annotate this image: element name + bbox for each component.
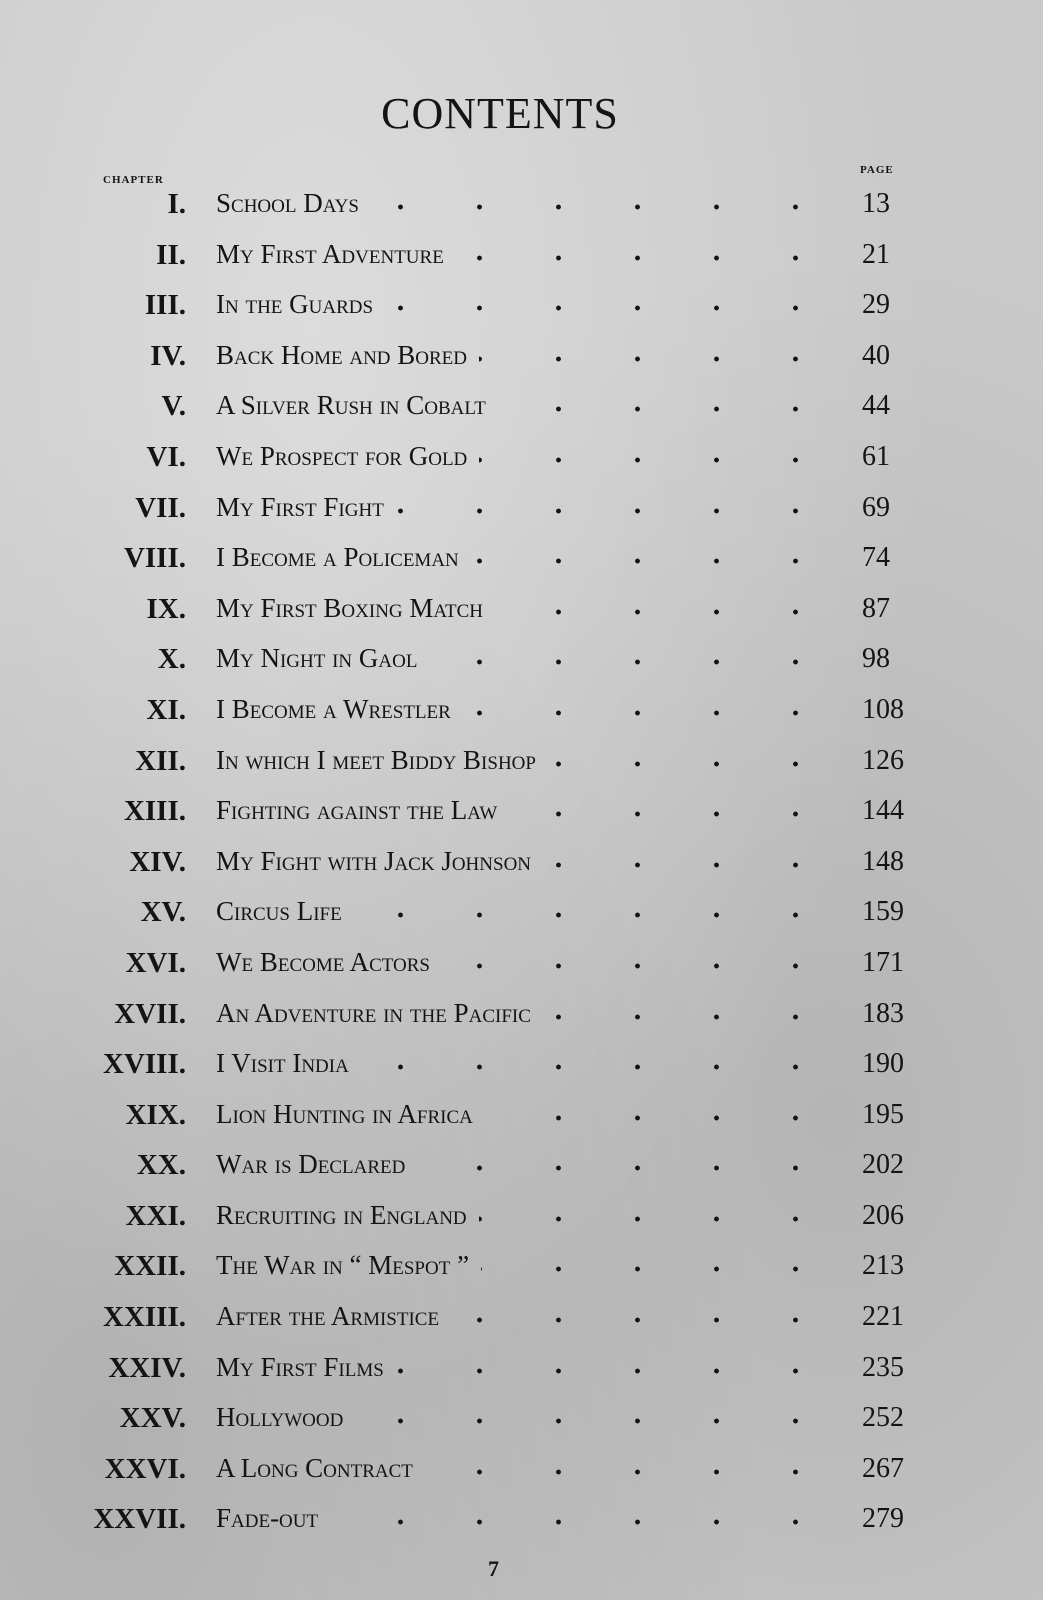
chapter-title: My First Adventure xyxy=(216,238,444,269)
chapter-page-number: 206 xyxy=(862,1199,904,1231)
chapter-page-number: 171 xyxy=(862,946,904,978)
dot-leader xyxy=(479,457,835,463)
chapter-title: I Become a Wrestler xyxy=(216,693,451,724)
chapter-number: XIV. xyxy=(129,845,186,878)
chapter-title: The War in “ Mespot ” xyxy=(216,1250,470,1281)
chapter-number: XXII. xyxy=(114,1250,186,1283)
chapter-title: My First Fight xyxy=(216,491,384,522)
dot-leader xyxy=(498,406,835,412)
chapter-title: Circus Life xyxy=(216,896,342,927)
toc-entry xyxy=(0,1242,1043,1293)
chapter-number: I. xyxy=(167,188,186,220)
toc-entry xyxy=(0,180,1043,231)
toc-entry xyxy=(0,838,1043,889)
chapter-title: An Adventure in the Pacific xyxy=(216,997,531,1028)
chapter-page-number: 148 xyxy=(862,845,904,877)
chapter-number: VII. xyxy=(135,491,186,524)
dot-leader xyxy=(396,508,835,514)
chapter-title: We Become Actors xyxy=(216,946,431,977)
chapter-number: XXVII. xyxy=(93,1503,186,1536)
chapter-number: XVI. xyxy=(125,946,186,979)
toc-entry xyxy=(0,888,1043,939)
dot-leader xyxy=(485,1115,835,1121)
chapter-column-label: CHAPTER xyxy=(103,174,164,186)
dot-leader xyxy=(451,1317,835,1323)
chapter-number: X. xyxy=(157,643,186,676)
dot-leader xyxy=(354,912,835,918)
chapter-title: Back Home and Bored xyxy=(216,339,467,370)
toc-entry xyxy=(0,1141,1043,1192)
chapter-title: A Long Contract xyxy=(216,1452,413,1483)
toc-entry xyxy=(0,686,1043,737)
chapter-page-number: 126 xyxy=(862,744,904,776)
chapter-number: IV. xyxy=(150,339,186,372)
chapter-number: VI. xyxy=(146,440,186,473)
chapter-number: XXVI. xyxy=(104,1452,186,1485)
dot-leader xyxy=(425,1469,835,1475)
chapter-page-number: 69 xyxy=(862,491,890,523)
chapter-number: II. xyxy=(156,238,186,271)
toc-entry xyxy=(0,939,1043,990)
chapter-page-number: 279 xyxy=(862,1503,904,1535)
page-number: 7 xyxy=(488,1556,499,1581)
chapter-number: XXV. xyxy=(119,1402,186,1435)
toc-entry xyxy=(0,433,1043,484)
toc-entry xyxy=(0,1495,1043,1546)
toc-entry xyxy=(0,1394,1043,1445)
dot-leader xyxy=(330,1519,835,1525)
chapter-title: We Prospect for Gold xyxy=(216,440,468,471)
chapter-number: XII. xyxy=(135,744,186,777)
dot-leader xyxy=(355,1418,835,1424)
toc-entry xyxy=(0,1040,1043,1091)
dot-leader xyxy=(543,1014,835,1020)
dot-leader xyxy=(429,659,835,665)
chapter-title: Recruiting in England xyxy=(216,1199,467,1230)
dot-leader xyxy=(495,609,835,615)
chapter-title: My Fight with Jack Johnson xyxy=(216,845,532,876)
toc-entry xyxy=(0,787,1043,838)
chapter-number: XXIV. xyxy=(108,1351,186,1384)
dot-leader xyxy=(417,1165,835,1171)
chapter-title: After the Armistice xyxy=(216,1301,440,1332)
table-of-contents xyxy=(0,180,1043,1546)
chapter-title: Fade-out xyxy=(216,1503,319,1534)
chapter-number: XVII. xyxy=(114,997,186,1030)
chapter-page-number: 13 xyxy=(862,188,890,219)
chapter-number: IX. xyxy=(146,592,186,625)
chapter-page-number: 40 xyxy=(862,339,890,371)
dot-leader xyxy=(479,356,835,362)
chapter-page-number: 144 xyxy=(862,795,904,827)
chapter-title: I Become a Policeman xyxy=(216,542,459,573)
chapter-page-number: 159 xyxy=(862,896,904,928)
chapter-title: Lion Hunting in Africa xyxy=(216,1098,473,1129)
chapter-title: War is Declared xyxy=(216,1149,406,1180)
chapter-number: XXIII. xyxy=(103,1301,186,1334)
page-column-label: PAGE xyxy=(860,164,894,176)
toc-entry xyxy=(0,990,1043,1041)
dot-leader xyxy=(509,811,835,817)
chapter-page-number: 108 xyxy=(862,693,904,725)
chapter-page-number: 98 xyxy=(862,643,890,675)
dot-leader xyxy=(481,1266,835,1272)
toc-entry xyxy=(0,1445,1043,1496)
dot-leader xyxy=(396,1368,835,1374)
dot-leader xyxy=(361,1064,835,1070)
dot-leader xyxy=(543,862,835,868)
chapter-number: XVIII. xyxy=(103,1048,186,1081)
chapter-page-number: 29 xyxy=(862,289,890,321)
chapter-title: My First Boxing Match xyxy=(216,592,484,623)
chapter-page-number: 267 xyxy=(862,1452,904,1484)
chapter-number: XI. xyxy=(146,693,186,726)
toc-entry xyxy=(0,332,1043,383)
page-title: CONTENTS xyxy=(381,89,619,138)
dot-leader xyxy=(548,761,835,767)
toc-entry xyxy=(0,382,1043,433)
chapter-title: In which I meet Biddy Bishop xyxy=(216,744,536,775)
chapter-page-number: 21 xyxy=(862,238,890,270)
dot-leader xyxy=(371,204,835,210)
chapter-title: My Night in Gaol xyxy=(216,643,418,674)
chapter-page-number: 252 xyxy=(862,1402,904,1434)
chapter-title: A Silver Rush in Cobalt xyxy=(216,390,486,421)
chapter-page-number: 87 xyxy=(862,592,890,624)
chapter-title: I Visit India xyxy=(216,1048,349,1079)
chapter-number: XV. xyxy=(140,896,186,929)
chapter-number: V. xyxy=(161,390,186,423)
chapter-title: School Days xyxy=(216,188,359,218)
toc-entry xyxy=(0,1344,1043,1395)
chapter-page-number: 183 xyxy=(862,997,904,1029)
dot-leader xyxy=(463,710,835,716)
dot-leader xyxy=(385,305,835,311)
chapter-number: III. xyxy=(144,289,186,322)
toc-entry xyxy=(0,484,1043,535)
chapter-title: Fighting against the Law xyxy=(216,795,498,826)
dot-leader xyxy=(479,1216,835,1222)
chapter-page-number: 74 xyxy=(862,542,890,574)
chapter-title: Hollywood xyxy=(216,1402,344,1433)
toc-entry xyxy=(0,737,1043,788)
chapter-page-number: 190 xyxy=(862,1048,904,1080)
chapter-page-number: 221 xyxy=(862,1301,904,1333)
toc-entry xyxy=(0,1293,1043,1344)
chapter-title: My First Films xyxy=(216,1351,384,1382)
dot-leader xyxy=(456,255,835,261)
dot-leader xyxy=(471,558,835,564)
dot-leader xyxy=(442,963,835,969)
toc-entry xyxy=(0,1192,1043,1243)
toc-entry xyxy=(0,1091,1043,1142)
chapter-page-number: 202 xyxy=(862,1149,904,1181)
chapter-number: XIX. xyxy=(125,1098,186,1131)
chapter-page-number: 195 xyxy=(862,1098,904,1130)
chapter-page-number: 235 xyxy=(862,1351,904,1383)
chapter-number: XIII. xyxy=(123,795,186,828)
chapter-page-number: 213 xyxy=(862,1250,904,1282)
chapter-number: VIII. xyxy=(123,542,186,575)
chapter-title: In the Guards xyxy=(216,289,374,320)
chapter-page-number: 61 xyxy=(862,440,890,472)
toc-entry xyxy=(0,635,1043,686)
toc-entry xyxy=(0,231,1043,282)
chapter-number: XXI. xyxy=(125,1199,186,1232)
toc-entry xyxy=(0,281,1043,332)
toc-entry xyxy=(0,585,1043,636)
toc-entry xyxy=(0,534,1043,585)
chapter-page-number: 44 xyxy=(862,390,890,422)
chapter-number: XX. xyxy=(136,1149,186,1182)
